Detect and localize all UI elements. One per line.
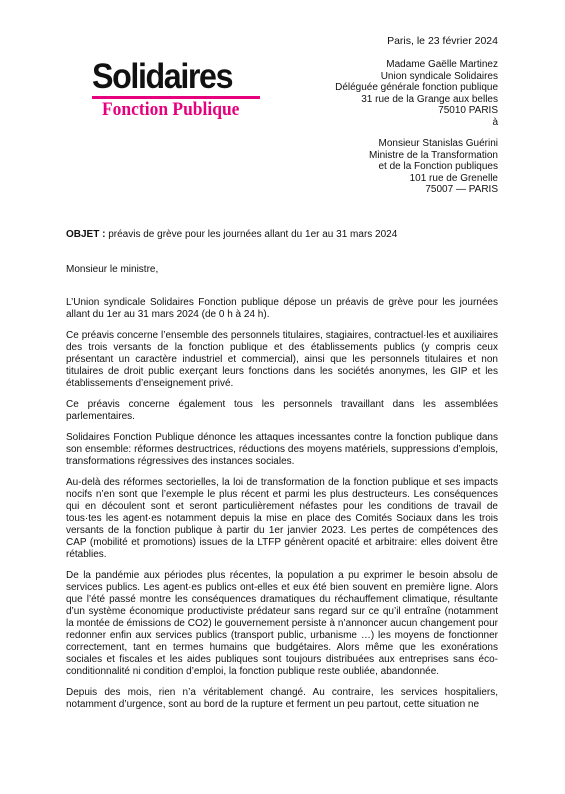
recipient-line: 75007 — PARIS — [425, 184, 498, 195]
recipient-line: et de la Fonction publiques — [378, 161, 498, 172]
recipient-address — [369, 138, 498, 196]
recipient-line: Monsieur Stanislas Guérini — [378, 138, 498, 149]
recipient-line: Ministre de la Transformation — [369, 149, 498, 161]
salutation: Monsieur le ministre, — [66, 264, 159, 275]
recipient-line: 101 rue de Grenelle — [409, 172, 498, 184]
body-paragraph: Solidaires Fonction Publique dénonce les attaques incessantes contre la fonction publique dans son ensemble: réformes destructrices, réductions des moyens matériels, suppressions d’emplois, transformations régressives des instances sociales. — [66, 432, 498, 467]
sender-line: Union syndicale Solidaires — [380, 70, 498, 82]
sender-address — [335, 59, 498, 128]
subject-text: préavis de grève pour les journées allant du 1er au 31 mars 2024 — [105, 229, 398, 240]
body-paragraph: De la pandémie aux périodes plus récentes, la population a pu exprimer le besoin absolu de services publics. Les agent·es publics ont-elles et eux été bien souvent en première ligne. Alors que l’été passé montre les conséquences dramatiques du réchauffement climatique, résultante d’un système économique productiviste prédateur sans regard sur ce qu’il entraîne (notamment la montée de émissions de CO2) le gouvernement persiste à n’annoncer aucun changement pour redonner enfin aux services publics (transport public, urbanisme …) les moyens de fonctionner correctement, tant en termes humains que budgétaires. Alors même que les exonérations sociales et fiscales et les aides publiques sont toujours distribuées aux entreprises sans éco-conditionnalité ni condition d’emploi, la fonction publique reste oubliée, abandonnée. — [66, 570, 498, 677]
letter-body — [66, 297, 498, 720]
date-line: Paris, le 23 février 2024 — [387, 35, 498, 47]
sender-line: Déléguée générale fonction publique — [335, 82, 498, 93]
sender-line: Madame Gaëlle Martinez — [386, 59, 498, 70]
logo-subtitle: Fonction Publique — [102, 99, 240, 120]
body-paragraph: L’Union syndicale Solidaires Fonction publique dépose un préavis de grève pour les journées allant du 1er au 31 mars 2024 (de 0 h à 24 h). — [66, 297, 498, 320]
sender-line: à — [492, 116, 498, 128]
logo-main-text: Solidaires — [92, 57, 233, 96]
sender-line: 75010 PARIS — [438, 105, 498, 116]
body-paragraph: Ce préavis concerne également tous les personnels travaillant dans les assemblées parlementaires. — [66, 399, 498, 422]
solidaires-logo — [92, 58, 272, 121]
body-paragraph: Au-delà des réformes sectorielles, la loi de transformation de la fonction publique et ses impacts nocifs n’en sont que l’exemple le plus récent et parmi les plus destructeurs. Les conséquences qui en découlent sont et seront particulièrement néfastes pour les conditions de travail de tous·tes les agent·es notamment depuis la mise en place des Comités Sociaux dans les trois versants de la fonction publique à partir du 1er janvier 2023. Les pertes de compétences des CAP (mobilité et promotions) issues de la LTFP génèrent opacité et arbitraire: elles doivent être rétablies. — [66, 477, 498, 560]
sender-line: 31 rue de la Grange aux belles — [361, 93, 498, 105]
subject-line — [66, 229, 397, 240]
subject-label: OBJET : — [66, 229, 106, 240]
body-paragraph: Depuis des mois, rien n’a véritablement changé. Au contraire, les services hospitaliers, notamment d’urgence, sont au bord de la rupture et ferment un peu partout, cette situation ne — [66, 687, 498, 710]
body-paragraph: Ce préavis concerne l’ensemble des personnels titulaires, stagiaires, contractuel·les et auxiliaires des trois versants de la fonction publique et des établissements publics (y compris ceux présentant un caractère industriel et commercial), ainsi que les personnels titulaires et non titulaires de droit public exerçant leurs fonctions dans les sociétés anonymes, les GIP et les établissements d’enseignement privé. — [66, 330, 498, 389]
